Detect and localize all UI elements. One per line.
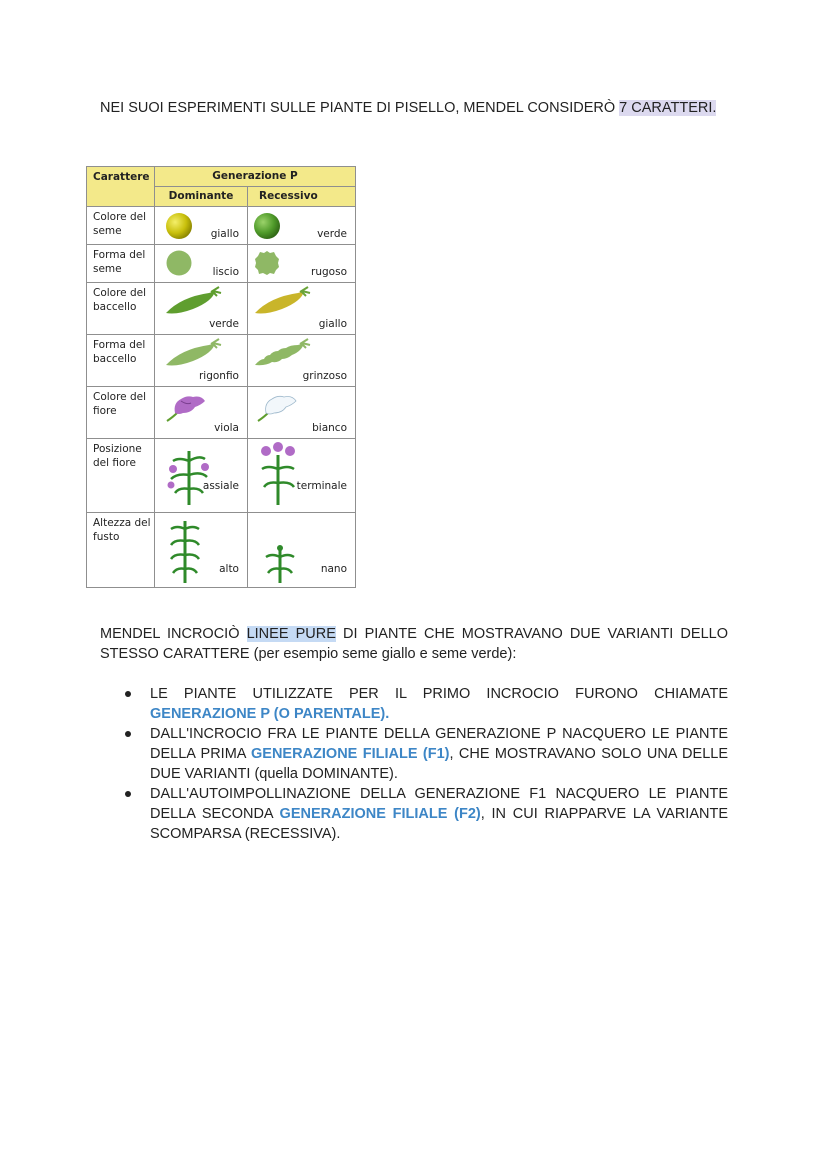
intro-paragraph [100, 98, 728, 118]
terminal-flower-plant-icon [252, 441, 302, 507]
dominant-value: liscio [212, 266, 239, 278]
character-label: Forma del seme [87, 245, 155, 283]
recessive-value: terminale [296, 480, 347, 492]
intro-text: NEI SUOI ESPERIMENTI SULLE PIANTE DI PISELLO, MENDEL CONSIDERÒ [100, 100, 620, 116]
inflated-pod-icon [163, 337, 225, 369]
constricted-pod-icon [252, 337, 314, 369]
header-recessivo: Recessivo [248, 187, 356, 207]
table-row [87, 387, 356, 439]
table-row [87, 439, 356, 513]
green-pod-icon [163, 285, 225, 317]
recessive-value: giallo [318, 318, 347, 330]
recessive-value: grinzoso [302, 370, 347, 382]
list-item: DALL'INCROCIO FRA LE PIANTE DELLA GENERAZIONE P NACQUERO LE PIANTE DELLA PRIMA GENERAZIONE FILIALE (F1), CHE MOSTRAVANO SOLO UNA DELLE DUE VARIANTI (quella DOMINANTE). [100, 724, 728, 784]
pure-lines-highlight: LINEE PURE [246, 626, 336, 642]
dominant-value: alto [219, 563, 239, 575]
white-flower-icon [256, 391, 300, 423]
list-item: DALL'AUTOIMPOLLINAZIONE DELLA GENERAZIONE F1 NACQUERO LE PIANTE DELLA SECONDA GENERAZIONE FILIALE (F2), IN CUI RIAPPARVE LA VARIANTE SCOMPARSA (RECESSIVA). [100, 784, 728, 844]
yellow-pod-icon [252, 285, 314, 317]
recessive-value: rugoso [311, 266, 347, 278]
intro-highlight: 7 CARATTERI. [619, 100, 717, 116]
dominant-value: rigonfio [198, 370, 239, 382]
green-seed-icon [253, 212, 281, 240]
table-row [87, 283, 356, 335]
pure-lines-text-end: DI PIANTE CHE MOSTRAVANO DUE VARIANTI DELLO STESSO CARATTERE (per esempio seme giallo e seme verde): [100, 626, 728, 662]
table-row [87, 513, 356, 588]
table-row [87, 207, 356, 245]
generation-term: GENERAZIONE FILIALE (F1) [251, 746, 450, 762]
header-carattere: Carattere [87, 167, 155, 207]
header-dominante: Dominante [155, 187, 248, 207]
purple-flower-icon [165, 391, 209, 423]
character-label: Colore del seme [87, 207, 155, 245]
axial-flower-plant-icon [161, 443, 211, 507]
character-label: Altezza del fusto [87, 513, 155, 588]
generations-list [100, 684, 728, 844]
generation-term: GENERAZIONE FILIALE (F2) [279, 806, 481, 822]
dominant-value: giallo [210, 228, 239, 240]
pure-lines-paragraph [100, 624, 728, 664]
generation-term: GENERAZIONE P (O PARENTALE) [150, 706, 386, 722]
dominant-value: verde [209, 318, 239, 330]
mendel-traits-table [86, 166, 356, 588]
dwarf-plant-icon [262, 543, 298, 585]
list-item: LE PIANTE UTILIZZATE PER IL PRIMO INCROCIO FURONO CHIAMATE GENERAZIONE P (O PARENTALE). [100, 684, 728, 724]
recessive-value: verde [317, 228, 347, 240]
character-label: Posizione del fiore [87, 439, 155, 513]
character-label: Colore del baccello [87, 283, 155, 335]
table-row [87, 335, 356, 387]
smooth-seed-icon [165, 249, 193, 277]
yellow-seed-icon [165, 212, 193, 240]
tall-plant-icon [163, 517, 207, 585]
character-label: Forma del baccello [87, 335, 155, 387]
dominant-value: assiale [202, 480, 239, 492]
recessive-value: bianco [312, 422, 347, 434]
header-generazione-p: Generazione P [155, 167, 356, 187]
dominant-value: viola [214, 422, 239, 434]
character-label: Colore del fiore [87, 387, 155, 439]
table-row [87, 245, 356, 283]
wrinkled-seed-icon [253, 249, 281, 277]
pure-lines-text: MENDEL INCROCIÒ [100, 626, 247, 642]
recessive-value: nano [320, 563, 347, 575]
